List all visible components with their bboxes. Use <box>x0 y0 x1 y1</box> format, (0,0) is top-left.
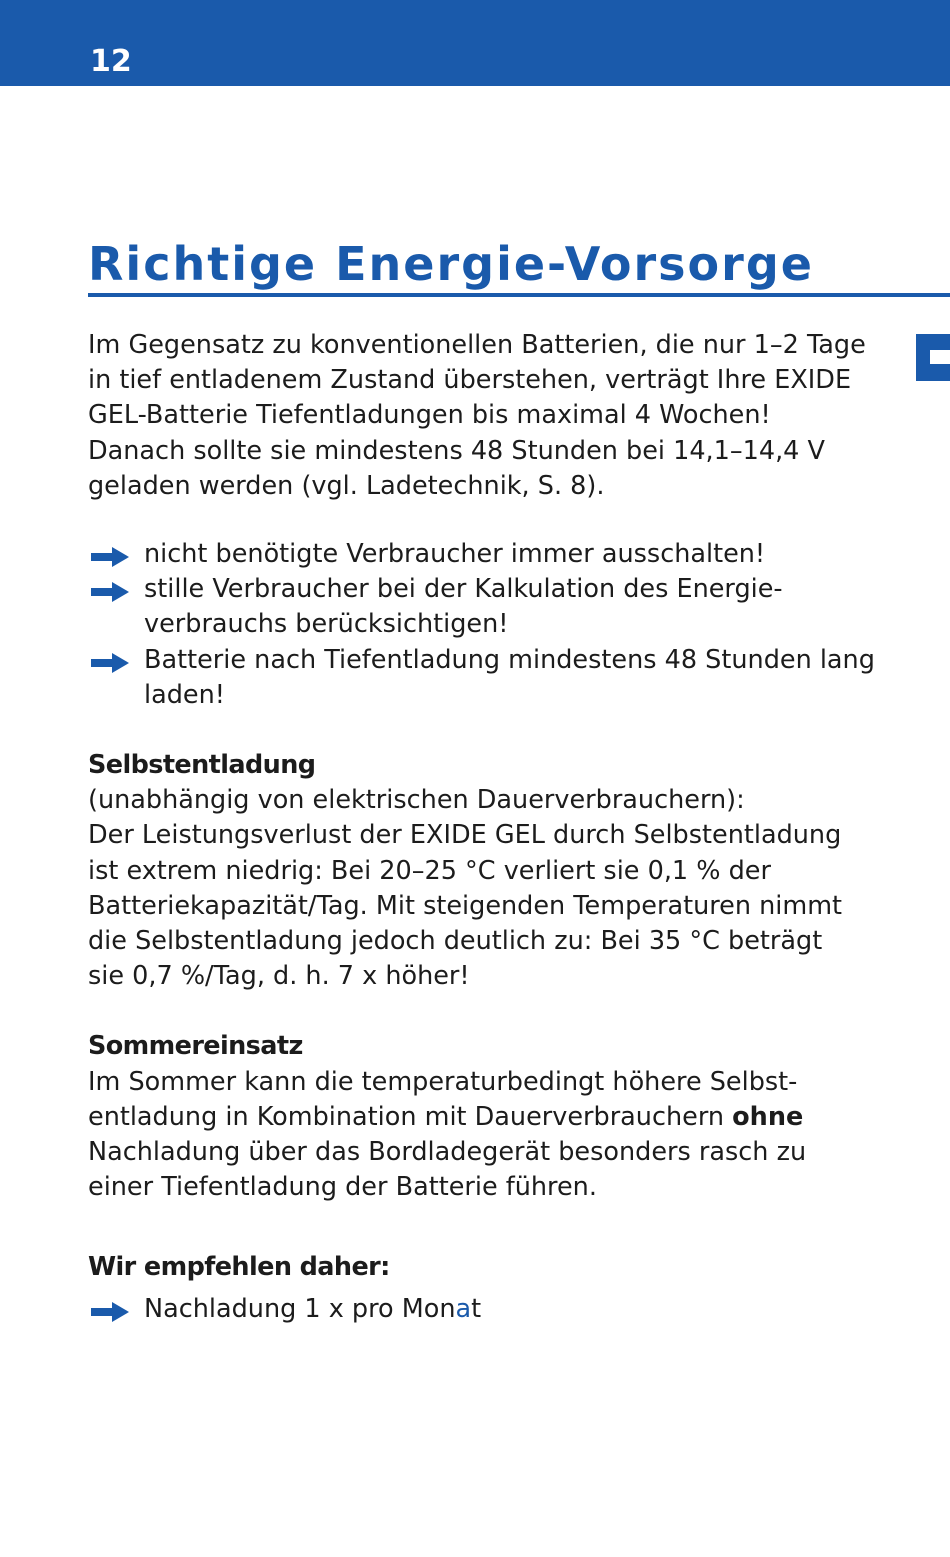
list-item-text: Batterie nach Tiefentladung mindestens 48 Stunden lang <box>144 644 875 675</box>
paragraph-line: Im Sommer kann die temperaturbedingt höhere Selbst- <box>88 1066 798 1097</box>
intro-line: Danach sollte sie mindestens 48 Stunden bei 14,1–14,4 V <box>88 435 825 466</box>
side-tab-marker <box>916 334 950 381</box>
selbstentladung-paragraph <box>88 783 888 994</box>
list-item <box>88 537 888 572</box>
paragraph-line: sie 0,7 %/Tag, d. h. 7 x höher! <box>88 961 470 992</box>
tips-list <box>88 537 888 713</box>
paragraph-line: entladung in Kombination mit Dauerverbrauchern <box>88 1101 733 1132</box>
paragraph-line: Batteriekapazität/Tag. Mit steigenden Temperaturen nimmt <box>88 890 843 921</box>
intro-line: GEL-Batterie Tiefentladungen bis maximal 4 Wochen! <box>88 400 771 431</box>
list-item-text: stille Verbraucher bei der Kalkulation des Energie- <box>144 574 783 605</box>
paragraph-line: Nachladung über das Bordladegerät besonders rasch zu <box>88 1137 807 1168</box>
emphasis-ohne: ohne <box>732 1101 804 1132</box>
list-item <box>88 643 888 713</box>
recommendation-text-end: t <box>471 1293 482 1324</box>
arrow-right-icon <box>90 1301 130 1323</box>
paragraph-line: Der Leistungsverlust der EXIDE GEL durch Selbstentladung <box>88 820 842 851</box>
page-number: 12 <box>90 44 132 79</box>
paragraph-line: einer Tiefentladung der Batterie führen. <box>88 1172 597 1203</box>
list-item-text: verbrauchs berücksichtigen! <box>144 609 509 640</box>
arrow-right-icon <box>90 581 130 603</box>
title-underline <box>88 293 950 297</box>
intro-line: Im Gegensatz zu konventionellen Batterien, die nur 1–2 Tage <box>88 330 866 360</box>
section-heading-selbstentladung: Selbstentladung <box>88 750 316 781</box>
section-heading-sommereinsatz: Sommereinsatz <box>88 1031 303 1062</box>
list-item-text: laden! <box>144 679 225 710</box>
recommendation-text-highlight: a <box>455 1293 472 1324</box>
intro-line: in tief entladenem Zustand überstehen, verträgt Ihre EXIDE <box>88 365 852 396</box>
arrow-right-icon <box>90 652 130 674</box>
intro-line: geladen werden (vgl. Ladetechnik, S. 8). <box>88 470 605 501</box>
sommereinsatz-paragraph <box>88 1065 888 1206</box>
arrow-right-icon <box>90 546 130 568</box>
list-item-text: nicht benötigte Verbraucher immer ausschalten! <box>144 539 766 570</box>
section-heading-recommendation: Wir empfehlen daher: <box>88 1252 390 1283</box>
header-bar <box>0 0 950 86</box>
paragraph-line: die Selbstentladung jedoch deutlich zu: Bei 35 °C beträgt <box>88 926 823 957</box>
recommendation-item <box>88 1292 888 1327</box>
recommendation-text: Nachladung 1 x pro Mon <box>144 1293 456 1324</box>
list-item <box>88 572 888 642</box>
paragraph-line: ist extrem niedrig: Bei 20–25 °C verliert sie 0,1 % der <box>88 855 771 886</box>
page-title: Richtige Energie-Vorsorge <box>88 237 814 291</box>
paragraph-line: (unabhängig von elektrischen Dauerverbrauchern): <box>88 785 745 816</box>
intro-paragraph <box>88 328 888 504</box>
page-content <box>88 328 888 1327</box>
